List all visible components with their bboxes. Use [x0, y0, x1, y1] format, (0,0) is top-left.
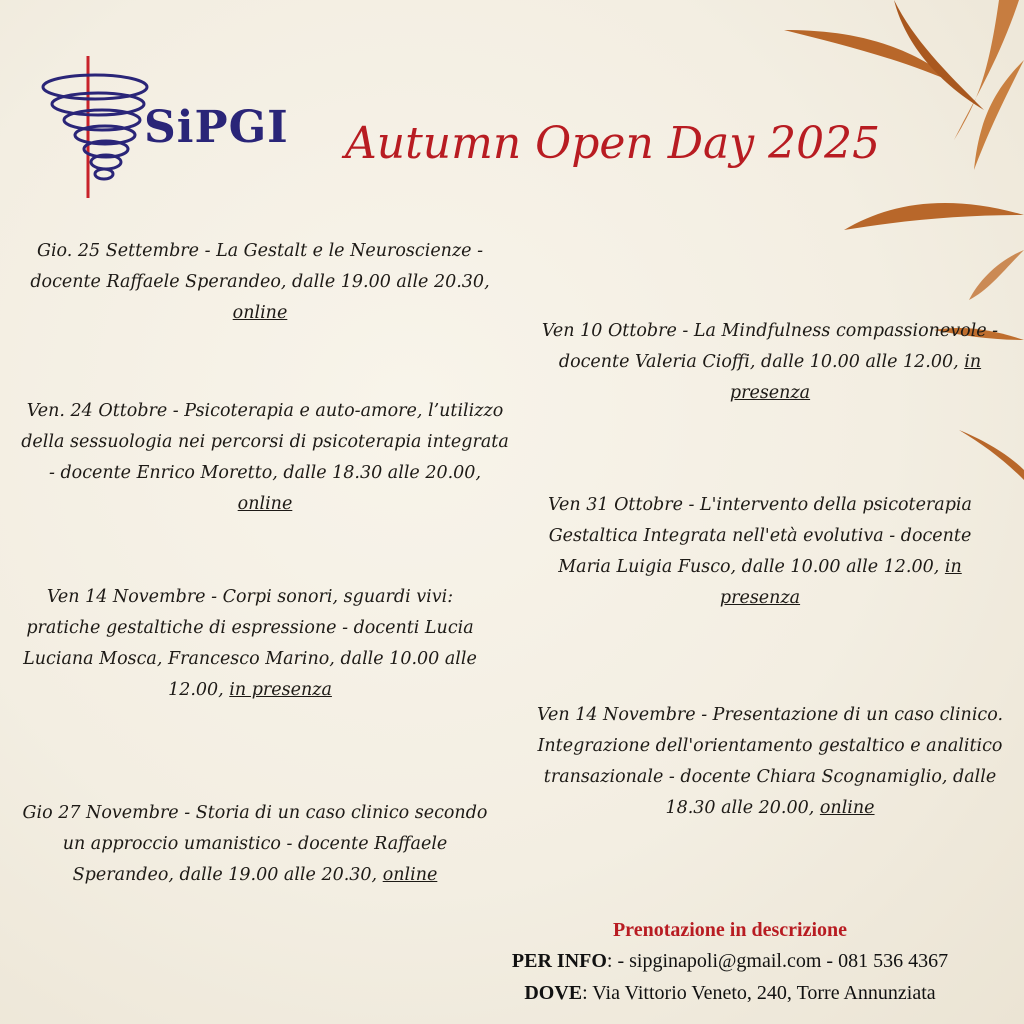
event-mode-link[interactable]: online: [232, 303, 288, 323]
info-label: PER INFO: [511, 950, 607, 972]
logo-text: SiPGI: [144, 102, 289, 153]
footer: [450, 915, 1010, 1009]
info-line: [450, 945, 1010, 977]
event-mode-link[interactable]: online: [382, 865, 438, 885]
event-mode-link[interactable]: in presenza: [729, 352, 982, 403]
event-item: Gio. 25 Settembre - La Gestalt e le Neuroscienze - docente Raffaele Sperandeo, dalle 19.00 alle 20.30, online: [30, 241, 490, 323]
event-item: Gio 27 Novembre - Storia di un caso clinico secondo un approccio umanistico - docente Raffaele Sperandeo, dalle 19.00 alle 20.30, online: [22, 803, 488, 885]
event-item: Ven 10 Ottobre - La Mindfulness compassionevole - docente Valeria Cioffi, dalle 10.00 alle 12.00, in presenza: [541, 321, 999, 403]
info-value: : - sipginapoli@gmail.com - 081 536 4367: [606, 950, 949, 972]
page-title: Autumn Open Day 2025: [345, 118, 881, 169]
booking-note: Prenotazione in descrizione: [612, 919, 848, 941]
spiral-icon: [40, 52, 150, 202]
event-item: Ven 14 Novembre - Corpi sonori, sguardi vivi: pratiche gestaltiche di espressione - docenti Lucia Luciana Mosca, Francesco Marino, dalle 10.00 alle 12.00, in presenza: [23, 587, 477, 700]
sipgi-logo: [40, 52, 310, 202]
address-value: : Via Vittorio Veneto, 240, Torre Annunziata: [582, 982, 936, 1004]
address-label: DOVE: [524, 982, 583, 1004]
event-mode-link[interactable]: online: [237, 494, 293, 514]
event-mode-link[interactable]: in presenza: [719, 557, 962, 608]
address-line: [450, 977, 1010, 1009]
event-mode-link[interactable]: in presenza: [229, 680, 332, 700]
event-item: Ven. 24 Ottobre - Psicoterapia e auto-amore, l’utilizzo della sessuologia nei percorsi di psicoterapia integrata - docente Enrico Moretto, dalle 18.30 alle 20.00, online: [21, 401, 509, 514]
event-item: Ven 31 Ottobre - L'intervento della psicoterapia Gestaltica Integrata nell'età evolutiva - docente Maria Luigia Fusco, dalle 10.00 alle 12.00, in presenza: [548, 495, 972, 608]
event-item: Ven 14 Novembre - Presentazione di un caso clinico. Integrazione dell'orientamento gestaltico e analitico transazionale - docente Chiara Scognamiglio, dalle 18.30 alle 20.00, online: [536, 705, 1004, 818]
event-mode-link[interactable]: online: [819, 798, 875, 818]
